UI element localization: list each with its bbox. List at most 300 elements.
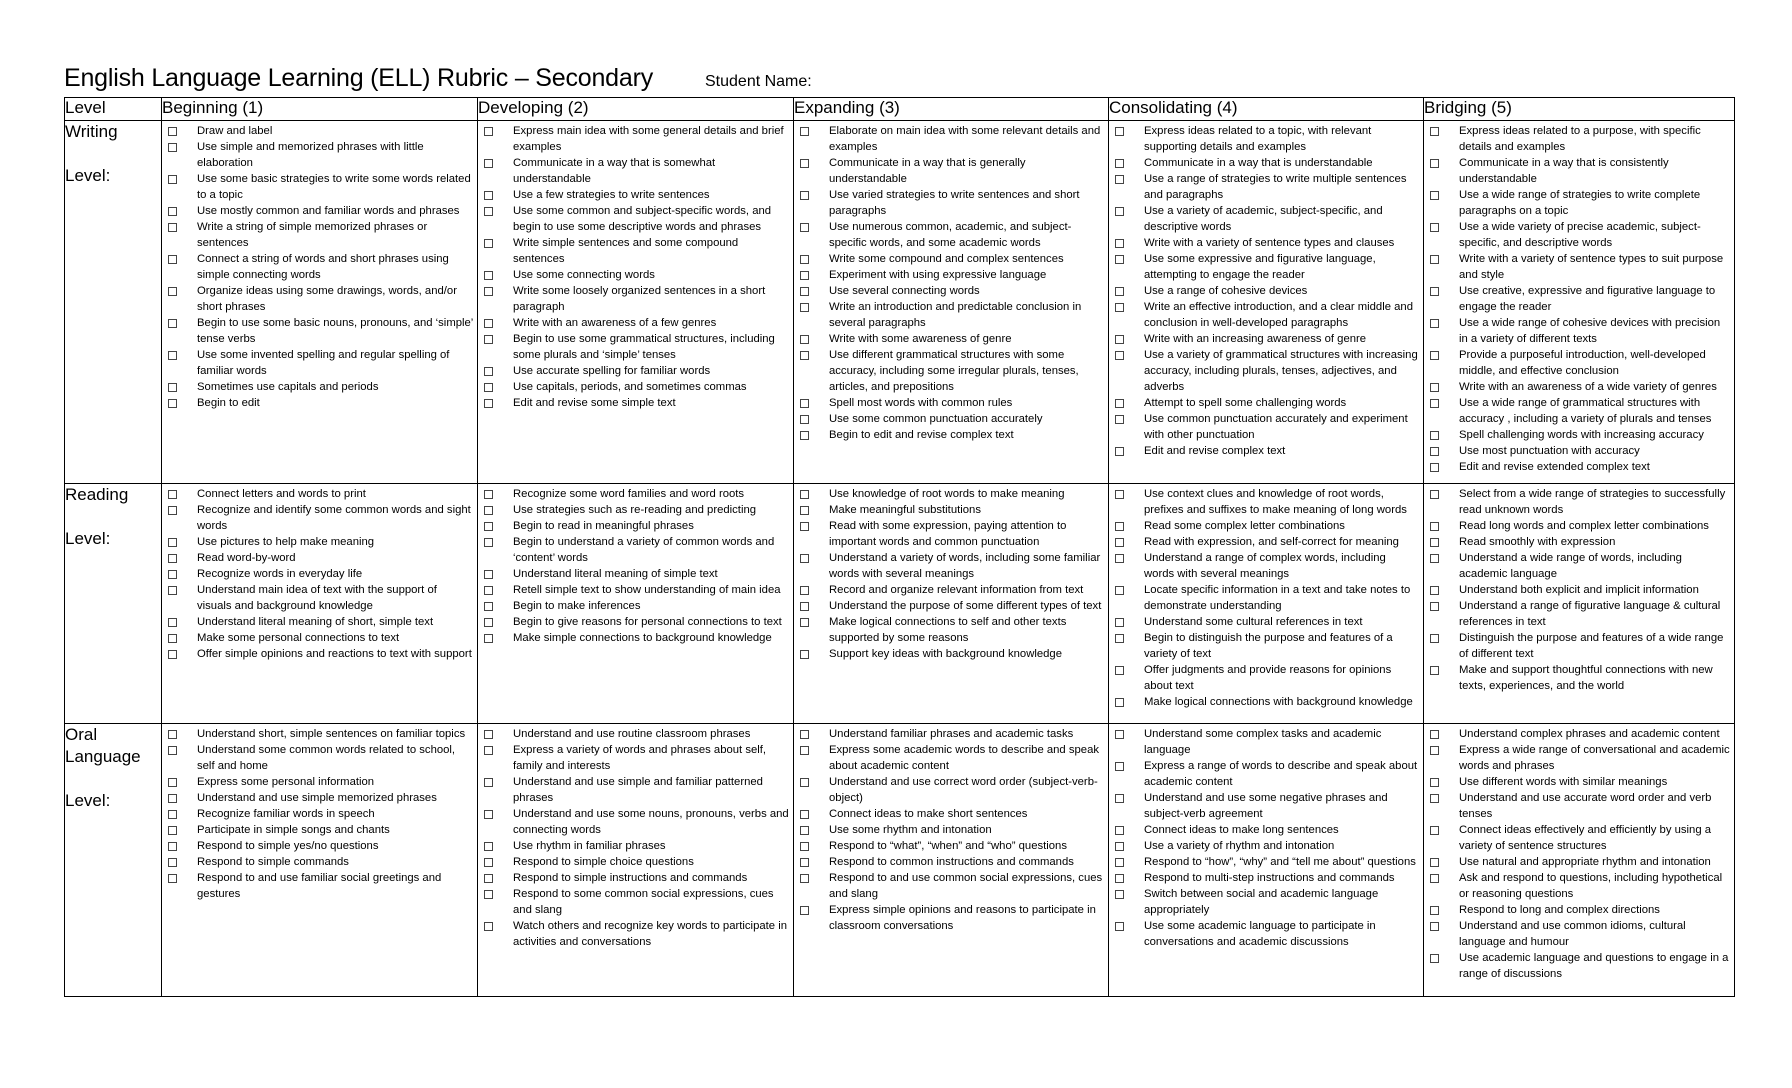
checkbox-icon[interactable] [168, 506, 177, 515]
criteria-text: Watch others and recognize key words to participate in activities and conversations [513, 920, 787, 948]
checkbox-icon[interactable] [800, 399, 809, 408]
checkbox-icon[interactable] [800, 127, 809, 136]
checkbox-icon[interactable] [1115, 874, 1124, 883]
criteria-item [482, 155, 789, 187]
criteria-text: Express ideas related to a topic, with relevant supporting details and examples [1144, 125, 1372, 153]
criteria-text: Use varied strategies to write sentences and short paragraphs [829, 189, 1080, 217]
criteria-text: Write with an awareness of a wide variety of genres [1459, 381, 1717, 393]
checkbox-icon[interactable] [168, 319, 177, 328]
checkbox-icon[interactable] [800, 810, 809, 819]
checkbox-icon[interactable] [1115, 335, 1124, 344]
checkbox-icon[interactable] [1115, 730, 1124, 739]
checkbox-icon[interactable] [484, 271, 493, 280]
checkbox-icon[interactable] [800, 746, 809, 755]
checkbox-icon[interactable] [1115, 538, 1124, 547]
criteria-text: Communicate in a way that is consistently understandable [1459, 157, 1669, 185]
checkbox-icon[interactable] [1115, 698, 1124, 707]
criteria-item [1428, 283, 1730, 315]
criteria-text: Read word-by-word [197, 552, 296, 564]
checkbox-icon[interactable] [1115, 826, 1124, 835]
criteria-item [1428, 918, 1730, 950]
checkbox-icon[interactable] [1430, 826, 1439, 835]
criteria-text: Understand literal meaning of simple text [513, 568, 718, 580]
checkbox-icon[interactable] [1430, 490, 1439, 499]
checkbox-icon[interactable] [800, 602, 809, 611]
criteria-item [166, 630, 473, 646]
checkbox-icon[interactable] [1430, 522, 1439, 531]
criteria-item [166, 838, 473, 854]
criteria-item [1113, 918, 1419, 950]
checkbox-icon[interactable] [168, 586, 177, 595]
criteria-item [482, 235, 789, 267]
checkbox-icon[interactable] [168, 570, 177, 579]
checkbox-icon[interactable] [1115, 618, 1124, 627]
criteria-text: Communicate in a way that is generally understandable [829, 157, 1026, 185]
checkbox-icon[interactable] [1430, 746, 1439, 755]
checkbox-icon[interactable] [168, 618, 177, 627]
criteria-item [482, 203, 789, 235]
criteria-text: Express a variety of words and phrases about self, family and interests [513, 744, 767, 772]
criteria-list [1424, 724, 1734, 982]
checkbox-icon[interactable] [1115, 666, 1124, 675]
criteria-text: Edit and revise extended complex text [1459, 461, 1650, 473]
checkbox-icon[interactable] [800, 191, 809, 200]
criteria-text: Make logical connections with background knowledge [1144, 696, 1413, 708]
checkbox-icon[interactable] [800, 271, 809, 280]
checkbox-icon[interactable] [168, 554, 177, 563]
criteria-item [1113, 331, 1419, 347]
checkbox-icon[interactable] [800, 415, 809, 424]
checkbox-icon[interactable] [484, 191, 493, 200]
checkbox-icon[interactable] [1430, 922, 1439, 931]
criteria-text: Use accurate spelling for familiar words [513, 365, 711, 377]
criteria-item [482, 267, 789, 283]
checkbox-icon[interactable] [1430, 463, 1439, 472]
criteria-text: Understand a wide range of words, including academic language [1459, 552, 1682, 580]
criteria-item [166, 822, 473, 838]
criteria-item [1428, 427, 1730, 443]
criteria-item [166, 854, 473, 870]
criteria-text: Use a variety of academic, subject-specific, and descriptive words [1144, 205, 1383, 233]
criteria-item [798, 267, 1104, 283]
checkbox-icon[interactable] [800, 223, 809, 232]
criteria-item [1113, 171, 1419, 203]
criteria-item [1428, 726, 1730, 742]
criteria-list [794, 484, 1108, 662]
checkbox-icon[interactable] [168, 127, 177, 136]
cell-oral-language-developing [478, 724, 794, 997]
header-row [65, 98, 1735, 121]
criteria-text: Use a variety of rhythm and intonation [1144, 840, 1335, 852]
checkbox-icon[interactable] [168, 810, 177, 819]
criteria-text: Express some personal information [197, 776, 375, 788]
criteria-item [798, 486, 1104, 502]
checkbox-icon[interactable] [1430, 602, 1439, 611]
checkbox-icon[interactable] [168, 794, 177, 803]
criteria-text: Use a few strategies to write sentences [513, 189, 710, 201]
checkbox-icon[interactable] [484, 586, 493, 595]
checkbox-icon[interactable] [1115, 858, 1124, 867]
checkbox-icon[interactable] [168, 826, 177, 835]
checkbox-icon[interactable] [800, 351, 809, 360]
criteria-text: Understand both explicit and implicit information [1459, 584, 1699, 596]
criteria-item [482, 726, 789, 742]
checkbox-icon[interactable] [800, 906, 809, 915]
criteria-text: Begin to use some basic nouns, pronouns, and ‘simple’ tense verbs [197, 317, 473, 345]
checkbox-icon[interactable] [484, 922, 493, 931]
checkbox-icon[interactable] [168, 538, 177, 547]
checkbox-icon[interactable] [1430, 223, 1439, 232]
checkbox-icon[interactable] [168, 778, 177, 787]
checkbox-icon[interactable] [168, 490, 177, 499]
checkbox-icon[interactable] [1115, 490, 1124, 499]
checkbox-icon[interactable] [1430, 255, 1439, 264]
checkbox-icon[interactable] [484, 634, 493, 643]
checkbox-icon[interactable] [1430, 447, 1439, 456]
checkbox-icon[interactable] [800, 335, 809, 344]
checkbox-icon[interactable] [484, 602, 493, 611]
cell-writing-consolidating [1109, 121, 1424, 484]
criteria-text: Use rhythm in familiar phrases [513, 840, 666, 852]
criteria-item [1428, 443, 1730, 459]
checkbox-icon[interactable] [1430, 431, 1439, 440]
criteria-text: Understand short, simple sentences on familiar topics [197, 728, 466, 740]
criteria-item [166, 582, 473, 614]
criteria-text: Recognize words in everyday life [197, 568, 363, 580]
criteria-item [1113, 347, 1419, 395]
checkbox-icon[interactable] [1430, 794, 1439, 803]
checkbox-icon[interactable] [1115, 586, 1124, 595]
checkbox-icon[interactable] [1115, 922, 1124, 931]
checkbox-icon[interactable] [484, 367, 493, 376]
criteria-item [166, 726, 473, 742]
criteria-text: Understand and use common idioms, cultural language and humour [1459, 920, 1686, 948]
checkbox-icon[interactable] [484, 159, 493, 168]
checkbox-icon[interactable] [1430, 287, 1439, 296]
criteria-item [166, 283, 473, 315]
criteria-item [1428, 950, 1730, 982]
checkbox-icon[interactable] [1430, 586, 1439, 595]
checkbox-icon[interactable] [800, 287, 809, 296]
checkbox-icon[interactable] [1430, 906, 1439, 915]
checkbox-icon[interactable] [168, 287, 177, 296]
checkbox-icon[interactable] [168, 399, 177, 408]
criteria-item [798, 251, 1104, 267]
criteria-item [1113, 283, 1419, 299]
criteria-text: Distinguish the purpose and features of a wide range of different text [1459, 632, 1724, 660]
level-label: Level: [65, 166, 111, 185]
checkbox-icon[interactable] [800, 842, 809, 851]
checkbox-icon[interactable] [1430, 874, 1439, 883]
checkbox-icon[interactable] [1430, 383, 1439, 392]
criteria-text: Make and support thoughtful connections with new texts, experiences, and the world [1459, 664, 1713, 692]
cell-writing-expanding [794, 121, 1109, 484]
checkbox-icon[interactable] [484, 127, 493, 136]
criteria-item [166, 534, 473, 550]
checkbox-icon[interactable] [1115, 207, 1124, 216]
checkbox-icon[interactable] [1430, 351, 1439, 360]
checkbox-icon[interactable] [484, 335, 493, 344]
criteria-text: Write some compound and complex sentences [829, 253, 1064, 265]
checkbox-icon[interactable] [168, 143, 177, 152]
criteria-text: Use context clues and knowledge of root words, prefixes and suffixes to make meaning of long words [1144, 488, 1407, 516]
criteria-text: Understand familiar phrases and academic tasks [829, 728, 1074, 740]
checkbox-icon[interactable] [1115, 794, 1124, 803]
criteria-item [798, 427, 1104, 443]
criteria-item [166, 171, 473, 203]
checkbox-icon[interactable] [800, 554, 809, 563]
criteria-item [798, 598, 1104, 614]
criteria-list [162, 121, 477, 411]
checkbox-icon[interactable] [800, 522, 809, 531]
criteria-item [482, 283, 789, 315]
checkbox-icon[interactable] [484, 730, 493, 739]
checkbox-icon[interactable] [800, 650, 809, 659]
cell-reading-expanding [794, 484, 1109, 724]
checkbox-icon[interactable] [168, 351, 177, 360]
cell-oral-language-beginning [162, 724, 478, 997]
criteria-item [166, 566, 473, 582]
checkbox-icon[interactable] [800, 586, 809, 595]
criteria-item [482, 486, 789, 502]
checkbox-icon[interactable] [484, 538, 493, 547]
cell-reading-bridging [1424, 484, 1735, 724]
criteria-text: Edit and revise complex text [1144, 445, 1286, 457]
criteria-text: Express ideas related to a purpose, with specific details and examples [1459, 125, 1701, 153]
criteria-text: Connect letters and words to print [197, 488, 366, 500]
checkbox-icon[interactable] [168, 383, 177, 392]
criteria-text: Understand a variety of words, including some familiar words with several meanings [829, 552, 1101, 580]
checkbox-icon[interactable] [1115, 303, 1124, 312]
checkbox-icon[interactable] [484, 207, 493, 216]
page-title: English Language Learning (ELL) Rubric – Secondary [64, 64, 653, 92]
checkbox-icon[interactable] [1115, 762, 1124, 771]
criteria-list [1424, 121, 1734, 475]
criteria-text: Understand and use routine classroom phrases [513, 728, 751, 740]
checkbox-icon[interactable] [484, 570, 493, 579]
criteria-text: Understand and use simple memorized phrases [197, 792, 437, 804]
checkbox-icon[interactable] [1430, 778, 1439, 787]
criteria-item [482, 886, 789, 918]
criteria-item [482, 630, 789, 646]
checkbox-icon[interactable] [1115, 634, 1124, 643]
checkbox-icon[interactable] [484, 287, 493, 296]
checkbox-icon[interactable] [800, 506, 809, 515]
checkbox-icon[interactable] [1430, 191, 1439, 200]
checkbox-icon[interactable] [168, 842, 177, 851]
criteria-text: Support key ideas with background knowledge [829, 648, 1062, 660]
criteria-item [798, 614, 1104, 646]
criteria-text: Write with an increasing awareness of genre [1144, 333, 1367, 345]
criteria-text: Use some connecting words [513, 269, 655, 281]
checkbox-icon[interactable] [1115, 239, 1124, 248]
criteria-item [1113, 203, 1419, 235]
checkbox-icon[interactable] [800, 618, 809, 627]
criteria-text: Use some academic language to participate in conversations and academic discussions [1144, 920, 1376, 948]
criteria-item [1428, 123, 1730, 155]
checkbox-icon[interactable] [1430, 954, 1439, 963]
checkbox-icon[interactable] [168, 874, 177, 883]
checkbox-icon[interactable] [484, 778, 493, 787]
checkbox-icon[interactable] [1430, 319, 1439, 328]
checkbox-icon[interactable] [800, 826, 809, 835]
column-header-bridging: Bridging (5) [1424, 98, 1735, 121]
checkbox-icon[interactable] [168, 858, 177, 867]
criteria-item [798, 187, 1104, 219]
checkbox-icon[interactable] [484, 319, 493, 328]
checkbox-icon[interactable] [168, 223, 177, 232]
criteria-text: Use some rhythm and intonation [829, 824, 992, 836]
checkbox-icon[interactable] [484, 490, 493, 499]
checkbox-icon[interactable] [1115, 554, 1124, 563]
criteria-text: Use several connecting words [829, 285, 980, 297]
criteria-text: Elaborate on main idea with some relevant details and examples [829, 125, 1101, 153]
checkbox-icon[interactable] [1115, 415, 1124, 424]
checkbox-icon[interactable] [484, 522, 493, 531]
checkbox-icon[interactable] [800, 490, 809, 499]
criteria-text: Read smoothly with expression [1459, 536, 1616, 548]
criteria-text: Make simple connections to background knowledge [513, 632, 772, 644]
criteria-text: Begin to edit [197, 397, 260, 409]
criteria-text: Use strategies such as re-reading and predicting [513, 504, 757, 516]
criteria-item [798, 219, 1104, 251]
criteria-item [1428, 790, 1730, 822]
checkbox-icon[interactable] [168, 255, 177, 264]
row-name: Language [65, 747, 141, 766]
criteria-text: Connect ideas to make long sentences [1144, 824, 1339, 836]
cell-reading-beginning [162, 484, 478, 724]
criteria-item [1428, 630, 1730, 662]
criteria-text: Record and organize relevant information from text [829, 584, 1084, 596]
criteria-item [482, 806, 789, 838]
column-header-consolidating: Consolidating (4) [1109, 98, 1424, 121]
checkbox-icon[interactable] [1115, 175, 1124, 184]
criteria-text: Use some common and subject-specific words, and begin to use some descriptive words and phrases [513, 205, 772, 233]
criteria-text: Express some academic words to describe and speak about academic content [829, 744, 1099, 772]
criteria-item [798, 155, 1104, 187]
checkbox-icon[interactable] [1115, 522, 1124, 531]
criteria-text: Participate in simple songs and chants [197, 824, 390, 836]
criteria-text: Write with an awareness of a few genres [513, 317, 717, 329]
checkbox-icon[interactable] [168, 650, 177, 659]
checkbox-icon[interactable] [1430, 159, 1439, 168]
checkbox-icon[interactable] [800, 431, 809, 440]
criteria-item [482, 331, 789, 363]
criteria-text: Use some expressive and figurative language, attempting to engage the reader [1144, 253, 1376, 281]
criteria-item [482, 566, 789, 582]
checkbox-icon[interactable] [484, 746, 493, 755]
criteria-item [482, 582, 789, 598]
criteria-item [798, 123, 1104, 155]
checkbox-icon[interactable] [1430, 730, 1439, 739]
criteria-text: Recognize and identify some common words and sight words [197, 504, 471, 532]
criteria-text: Write with some awareness of genre [829, 333, 1012, 345]
level-label: Level: [65, 791, 111, 810]
checkbox-icon[interactable] [800, 778, 809, 787]
checkbox-icon[interactable] [1430, 554, 1439, 563]
checkbox-icon[interactable] [1115, 255, 1124, 264]
criteria-item [166, 203, 473, 219]
level-label: Level: [65, 529, 111, 548]
checkbox-icon[interactable] [1430, 399, 1439, 408]
criteria-text: Make meaningful substitutions [829, 504, 981, 516]
checkbox-icon[interactable] [484, 810, 493, 819]
criteria-text: Use some invented spelling and regular spelling of familiar words [197, 349, 450, 377]
criteria-text: Offer simple opinions and reactions to text with support [197, 648, 472, 660]
checkbox-icon[interactable] [800, 730, 809, 739]
checkbox-icon[interactable] [484, 842, 493, 851]
criteria-text: Understand a range of complex words, including words with several meanings [1144, 552, 1386, 580]
criteria-list [1109, 724, 1423, 950]
checkbox-icon[interactable] [168, 207, 177, 216]
checkbox-icon[interactable] [484, 618, 493, 627]
criteria-item [1428, 219, 1730, 251]
criteria-text: Understand and use simple and familiar patterned phrases [513, 776, 763, 804]
checkbox-icon[interactable] [484, 383, 493, 392]
checkbox-icon[interactable] [1115, 287, 1124, 296]
criteria-item [1113, 822, 1419, 838]
criteria-item [482, 534, 789, 566]
checkbox-icon[interactable] [1430, 858, 1439, 867]
checkbox-icon[interactable] [168, 730, 177, 739]
checkbox-icon[interactable] [800, 874, 809, 883]
criteria-item [166, 379, 473, 395]
criteria-item [798, 726, 1104, 742]
criteria-item [798, 518, 1104, 550]
criteria-text: Respond to common instructions and commands [829, 856, 1074, 868]
checkbox-icon[interactable] [1115, 159, 1124, 168]
criteria-text: Understand a range of figurative language & cultural references in text [1459, 600, 1721, 628]
cell-oral-language-consolidating [1109, 724, 1424, 997]
checkbox-icon[interactable] [484, 858, 493, 867]
criteria-text: Read long words and complex letter combinations [1459, 520, 1709, 532]
checkbox-icon[interactable] [484, 239, 493, 248]
criteria-text: Use knowledge of root words to make meaning [829, 488, 1065, 500]
checkbox-icon[interactable] [1430, 538, 1439, 547]
checkbox-icon[interactable] [1115, 351, 1124, 360]
checkbox-icon[interactable] [1430, 634, 1439, 643]
checkbox-icon[interactable] [1430, 127, 1439, 136]
checkbox-icon[interactable] [484, 890, 493, 899]
criteria-text: Begin to use some grammatical structures, including some plurals and ‘simple’ tenses [513, 333, 775, 361]
checkbox-icon[interactable] [1115, 842, 1124, 851]
criteria-item [798, 838, 1104, 854]
criteria-text: Make logical connections to self and other texts supported by some reasons [829, 616, 1067, 644]
checkbox-icon[interactable] [168, 746, 177, 755]
checkbox-icon[interactable] [1115, 399, 1124, 408]
checkbox-icon[interactable] [800, 303, 809, 312]
checkbox-icon[interactable] [800, 255, 809, 264]
criteria-item [1428, 742, 1730, 774]
rubric-table [64, 97, 1735, 997]
checkbox-icon[interactable] [800, 858, 809, 867]
criteria-text: Draw and label [197, 125, 273, 137]
checkbox-icon[interactable] [1115, 447, 1124, 456]
checkbox-icon[interactable] [1115, 890, 1124, 899]
checkbox-icon[interactable] [1430, 666, 1439, 675]
checkbox-icon[interactable] [1115, 127, 1124, 136]
checkbox-icon[interactable] [484, 399, 493, 408]
checkbox-icon[interactable] [168, 634, 177, 643]
criteria-item [798, 774, 1104, 806]
criteria-text: Use a wide range of strategies to write complete paragraphs on a topic [1459, 189, 1701, 217]
checkbox-icon[interactable] [484, 506, 493, 515]
checkbox-icon[interactable] [168, 175, 177, 184]
criteria-text: Express a wide range of conversational and academic words and phrases [1459, 744, 1730, 772]
criteria-item [1428, 155, 1730, 187]
checkbox-icon[interactable] [484, 874, 493, 883]
checkbox-icon[interactable] [800, 159, 809, 168]
